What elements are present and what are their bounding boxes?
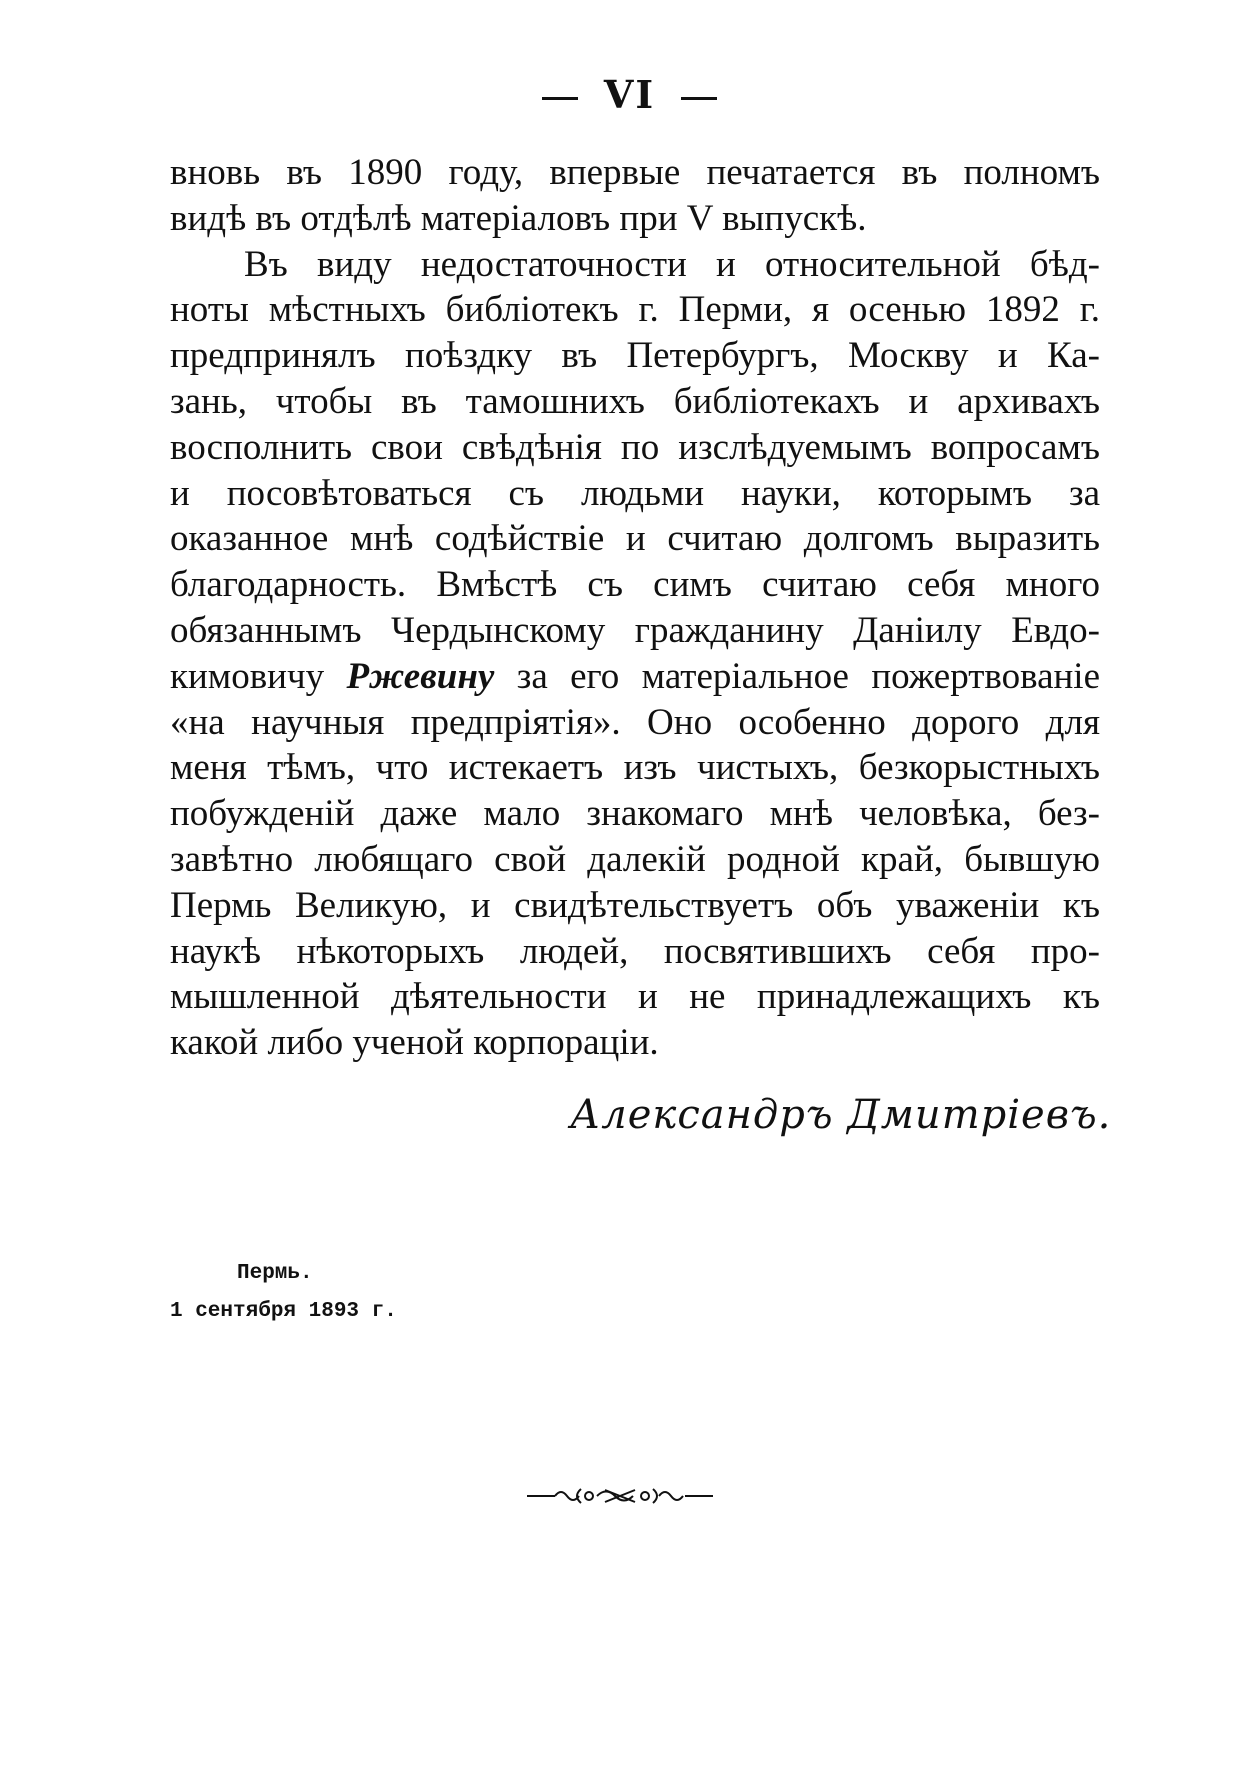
date-of-writing: 1 сентября 1893 г. [170, 1300, 397, 1323]
text-line: меня тѣмъ, что истекаетъ изъ чистыхъ, безкорыстныхъ [170, 747, 1100, 789]
text-line: ноты мѣстныхъ библіотекъ г. Перми, я осенью 1892 г. [170, 289, 1100, 331]
text-line: завѣтно любящаго свой далекій родной край, бывшую [170, 838, 1100, 880]
text-fragment: за его матеріальное пожертвованіе [516, 655, 1101, 697]
text-line: и посовѣтоваться съ людьми науки, которымъ за [170, 472, 1100, 514]
text-fragment: кимовичу [170, 655, 325, 697]
text-line: Пермь Великую, и свидѣтельствуетъ объ уваженіи къ [170, 884, 1100, 926]
decorative-ornament-icon [525, 1484, 715, 1508]
text-line: Въ виду недостаточности и относительной бѣд- [244, 243, 1100, 285]
text-line: видѣ въ отдѣлѣ матеріаловъ при V выпускѣ. [170, 197, 867, 239]
text-line: благодарность. Вмѣстѣ съ симъ считаю себя много [170, 564, 1100, 606]
text-line: оказанное мнѣ содѣйствіе и считаю долгомъ выразить [170, 518, 1100, 560]
text-line: обязаннымъ Чердынскому гражданину Даніилу Евдо- [170, 609, 1100, 651]
page-number: VI [603, 72, 656, 117]
text-line: мышленной дѣятельности и не принадлежащихъ къ [170, 976, 1100, 1018]
dash-left [542, 97, 578, 100]
text-line: восполнить свои свѣдѣнія по изслѣдуемымъ вопросамъ [170, 426, 1100, 468]
page-number-header [0, 72, 1259, 117]
body-text [170, 150, 1100, 1066]
text-line: предпринялъ поѣздку въ Петербургъ, Москву и Ка- [170, 335, 1100, 377]
author-signature: Александръ Дмитріевъ. [570, 1092, 1112, 1138]
text-line: зань, чтобы въ тамошнихъ библіотекахъ и архивахъ [170, 380, 1100, 422]
italic-name: Ржевину [346, 655, 495, 697]
text-line-with-name [170, 654, 1100, 700]
place-of-writing: Пермь. [237, 1262, 313, 1285]
text-line: вновь въ 1890 году, впервые печатается въ полномъ [170, 152, 1100, 193]
text-line: «на научныя предпріятія». Оно особенно дорого для [170, 701, 1100, 743]
dash-right [681, 97, 717, 100]
text-line: наукѣ нѣкоторыхъ людей, посвятившихъ себя про- [170, 930, 1100, 972]
text-line: побужденій даже мало знакомаго мнѣ человѣка, без- [170, 793, 1100, 835]
text-line: какой либо ученой корпораціи. [170, 1022, 659, 1064]
